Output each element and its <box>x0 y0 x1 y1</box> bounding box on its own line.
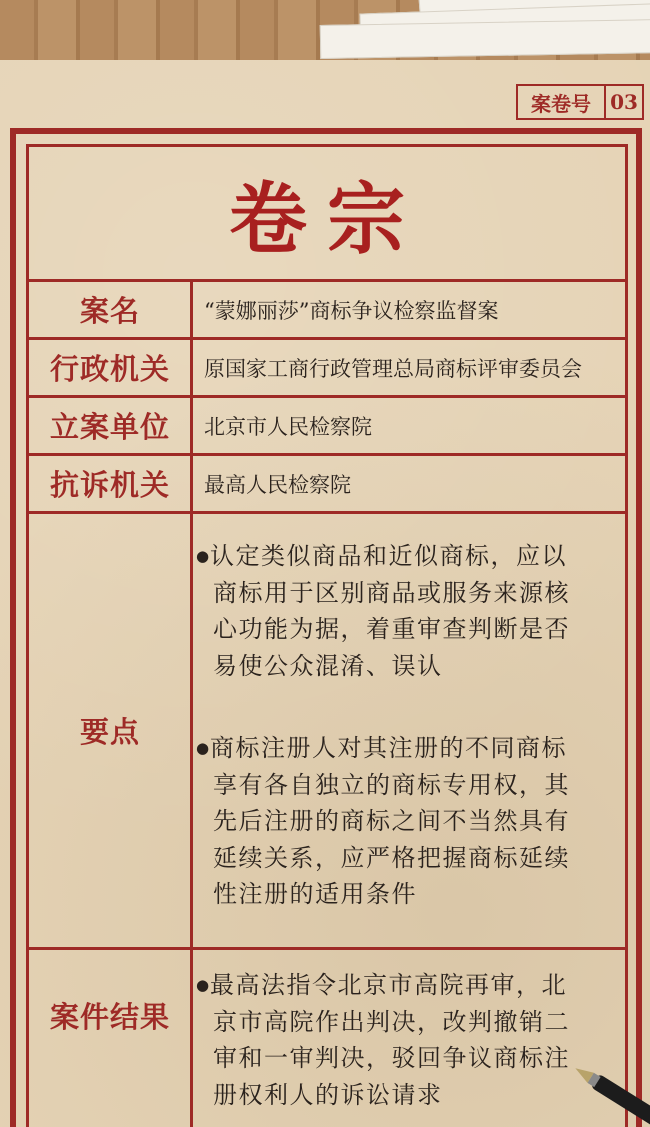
protest-authority-label: 抗诉机关 <box>49 468 170 502</box>
fountain-pen-icon <box>560 1050 650 1127</box>
case-result-label: 案件结果 <box>49 999 170 1034</box>
case-result-line: 京市高院作出判决，改判撤销二 <box>213 1007 570 1036</box>
key-point-line: 易使公众混淆、误认 <box>213 651 443 680</box>
key-point-line: 享有各自独立的商标专用权，其 <box>213 770 570 799</box>
protest-authority-value: 最高人民检察院 <box>204 472 351 497</box>
key-point-line: 心功能为据，着重审查判断是否 <box>213 615 570 643</box>
case-number-label: 案卷号 <box>518 86 606 118</box>
bullet-dot-icon: ● <box>196 976 211 994</box>
case-result-line: 最高法指令北京市高院再审，北 <box>210 971 567 999</box>
case-result-line: 审和一审判决，驳回争议商标注 <box>213 1044 570 1072</box>
case-name-value: “蒙娜丽莎”商标争议检察监督案 <box>204 298 499 323</box>
paper-stack <box>300 0 650 60</box>
page-title: 卷宗 <box>228 174 425 265</box>
column-divider <box>190 279 193 1127</box>
key-point-line: 延续关系，应严格把握商标延续 <box>213 843 570 872</box>
case-result-item <box>196 967 620 1113</box>
key-point-line: 性注册的适用条件 <box>213 880 417 908</box>
case-number-value: 03 <box>610 90 638 114</box>
filing-unit-value: 北京市人民检察院 <box>204 414 372 439</box>
filing-unit-label: 立案单位 <box>49 410 170 444</box>
key-point-line: 商标用于区别商品或服务来源核 <box>213 578 570 607</box>
case-name-label: 案名 <box>79 294 140 328</box>
key-points-label: 要点 <box>79 715 140 749</box>
key-point-line: 认定类似商品和近似商标，应以 <box>210 542 567 570</box>
key-point-line: 商标注册人对其注册的不同商标 <box>210 734 567 762</box>
case-number-box <box>516 84 644 120</box>
key-point-line: 先后注册的商标之间不当然具有 <box>213 807 570 835</box>
key-point-item <box>196 538 620 684</box>
case-result-line: 册权利人的诉讼请求 <box>213 1080 443 1109</box>
administrative-authority-label: 行政机关 <box>49 352 170 386</box>
bullet-dot-icon: ● <box>196 547 211 565</box>
administrative-authority-value: 原国家工商行政管理总局商标评审委员会 <box>204 356 582 381</box>
key-point-item <box>196 730 620 913</box>
bullet-dot-icon: ● <box>196 739 211 757</box>
